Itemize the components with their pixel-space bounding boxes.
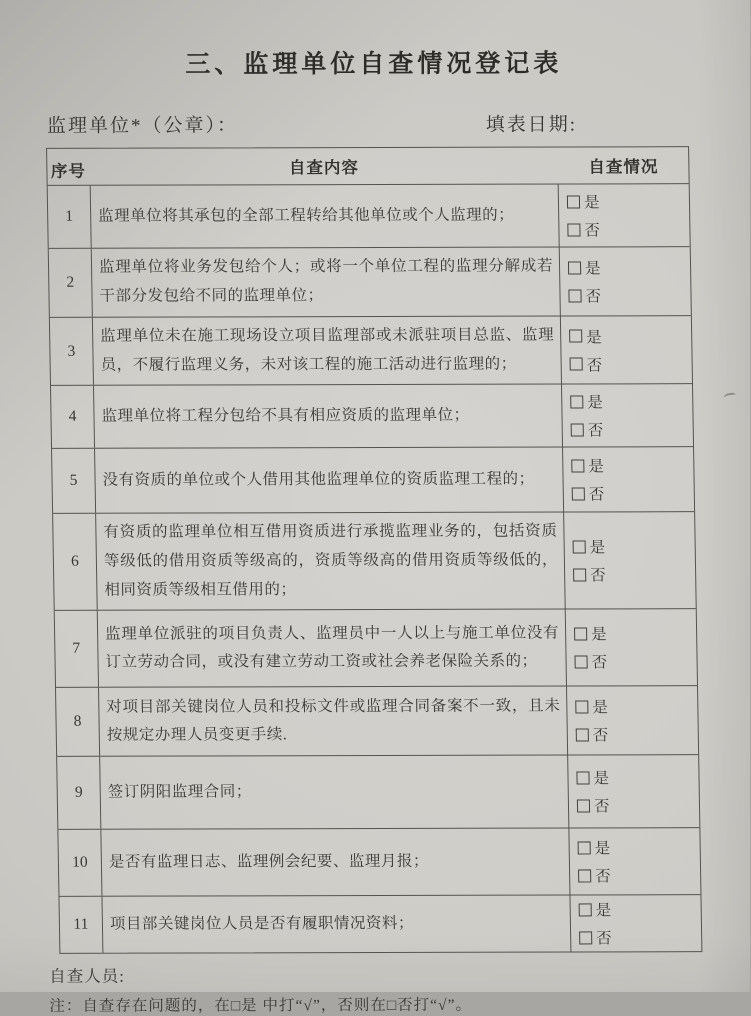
checkbox-no[interactable] [577,799,590,812]
table-row [56,686,698,757]
row-number: 9 [74,784,83,802]
no-option [576,723,698,747]
row-number: 11 [73,916,89,934]
self-check-table [46,146,702,954]
checkbox-no-label: 否 [586,357,603,375]
checkbox-yes-label: 是 [589,539,606,557]
checkbox-yes-label: 是 [595,902,612,920]
yes-option [567,189,689,213]
checkbox-no-label: 否 [593,798,610,816]
checkbox-no-label: 否 [596,930,612,948]
checkbox-no-label: 否 [587,422,604,440]
checkbox-yes-label: 是 [587,394,603,412]
checkbox-yes[interactable] [568,261,581,274]
date-label: 填表日期: [485,114,578,136]
page-title: 三、监理单位自查情况登记表 [185,49,563,79]
row-status [561,316,692,384]
row-status [560,247,691,315]
yes-option [574,622,696,646]
row-number: 1 [65,207,74,225]
no-option [579,926,701,950]
checkbox-no-label: 否 [588,486,605,504]
row-content: 对项目部关键岗位人员和投标文件或监理合同备案不一致，且未按规定办理人员变更手续. [98,687,568,756]
checkbox-yes-label: 是 [588,458,605,476]
no-option [567,217,689,241]
subheader [47,109,749,138]
no-option [573,563,695,587]
row-status [568,756,699,828]
checkbox-yes[interactable] [570,395,583,408]
checkbox-no-label: 否 [584,222,601,240]
checkbox-no-label: 否 [592,727,609,745]
yes-option [570,390,692,414]
table-body [48,183,702,953]
yes-option [577,836,699,860]
table-row [49,246,691,317]
checkbox-no-label: 否 [595,868,611,886]
row-content: 监理单位将业务发包给个人；或将一个单位工程的监理分解成若干部分发包给不同的监理单位； [91,248,561,317]
checkbox-yes[interactable] [575,700,588,713]
row-status [569,829,700,895]
checkbox-no[interactable] [573,568,586,581]
row-status [563,448,694,512]
checkbox-no[interactable] [576,728,589,741]
table-row [53,512,696,611]
table-row [51,384,693,449]
yes-option [579,898,701,922]
checkbox-yes[interactable] [569,330,582,343]
table-header-row [47,147,689,185]
no-option [568,283,690,307]
checkbox-no[interactable] [570,358,583,371]
yes-option [572,535,694,559]
row-number: 8 [73,713,82,731]
row-status [566,610,697,686]
header-no: 序号 [50,161,87,181]
checkbox-yes[interactable] [573,540,586,553]
row-status [567,687,698,755]
table-row [50,315,692,385]
no-option [574,650,696,674]
table-row [58,828,700,897]
checkbox-yes[interactable] [567,195,580,208]
no-option [577,794,699,818]
no-option [571,418,693,442]
table-row [57,755,699,830]
yes-option [568,255,690,279]
row-number: 10 [72,854,88,872]
checkbox-no[interactable] [568,289,581,302]
checkbox-yes-label: 是 [586,329,602,347]
row-content: 没有资质的单位或个人借用其他监理单位的资质监理工程的； [94,448,564,513]
row-number: 3 [67,342,76,360]
table-row [59,895,701,954]
row-content: 监理单位派驻的项目负责人、监理员中一人以上与施工单位没有订立劳动合同，或没有建立劳动工资或社会养老保险关系的； [97,610,567,687]
row-status [564,513,696,609]
checkbox-no[interactable] [572,487,585,500]
row-content: 是否有监理日志、监理例会纪要、监理月报； [100,829,570,896]
row-number: 6 [70,553,79,571]
checkbox-yes-label: 是 [592,699,609,717]
table-row [52,447,694,514]
checkbox-no-label: 否 [590,567,606,585]
row-content: 项目部关键岗位人员是否有履职情况资料； [101,896,571,953]
header-content: 自查内容 [288,158,360,178]
table-row [48,183,690,248]
checkbox-yes[interactable] [574,627,587,640]
row-status [562,385,693,447]
row-number: 7 [72,640,81,658]
checkbox-yes-label: 是 [594,840,611,858]
row-content: 有资质的监理单位相互借用资质进行承揽监理业务的，包括资质等级低的借用资质等级高的，资质等级高的借用资质等级低的，相同资质等级相互借用的； [95,513,566,610]
row-content: 监理单位将工程分包给不具有相应资质的监理单位； [93,385,563,448]
yes-option [575,695,697,719]
inspector-label: 自查人员: [49,967,125,987]
checkbox-no[interactable] [567,223,580,236]
checkbox-no[interactable] [579,931,592,944]
row-content: 监理单位未在施工现场设立项目监理部或未派驻项目总监、监理员，不履行监理义务，未对该工程的施工活动进行监理的； [92,317,562,386]
checkbox-yes[interactable] [571,459,584,472]
checkbox-yes-label: 是 [583,194,600,212]
unit-label: 监理单位*（公章）： [46,115,239,137]
checkbox-yes[interactable] [579,903,592,916]
note-text: 注：自查存在问题的，在□是 中打“√”，否则在□否打“√”。 [49,997,472,1016]
checkbox-yes-label: 是 [584,260,601,278]
pen-mark [723,392,736,401]
no-option [572,482,694,506]
table-row [55,609,697,688]
row-number: 2 [66,273,75,291]
yes-option [569,324,691,348]
header-status: 自查情况 [588,157,659,177]
checkbox-no[interactable] [578,869,591,882]
row-status [559,184,690,246]
checkbox-no[interactable] [574,655,587,668]
no-option [569,352,691,376]
checkbox-yes[interactable] [576,771,589,784]
checkbox-yes-label: 是 [591,626,607,644]
yes-option [571,454,693,478]
yes-option [576,766,698,790]
checkbox-no-label: 否 [585,288,602,306]
no-option [578,864,700,888]
row-content: 监理单位将其承包的全部工程转给其他单位或个人监理的； [90,185,560,248]
checkbox-no[interactable] [571,423,584,436]
row-content: 签订阴阳监理合同； [99,756,569,829]
checkbox-yes[interactable] [578,841,591,854]
row-number: 4 [68,408,77,426]
row-number: 5 [69,472,78,490]
checkbox-no-label: 否 [591,654,608,672]
row-status [570,896,701,952]
checkbox-yes-label: 是 [593,770,610,788]
